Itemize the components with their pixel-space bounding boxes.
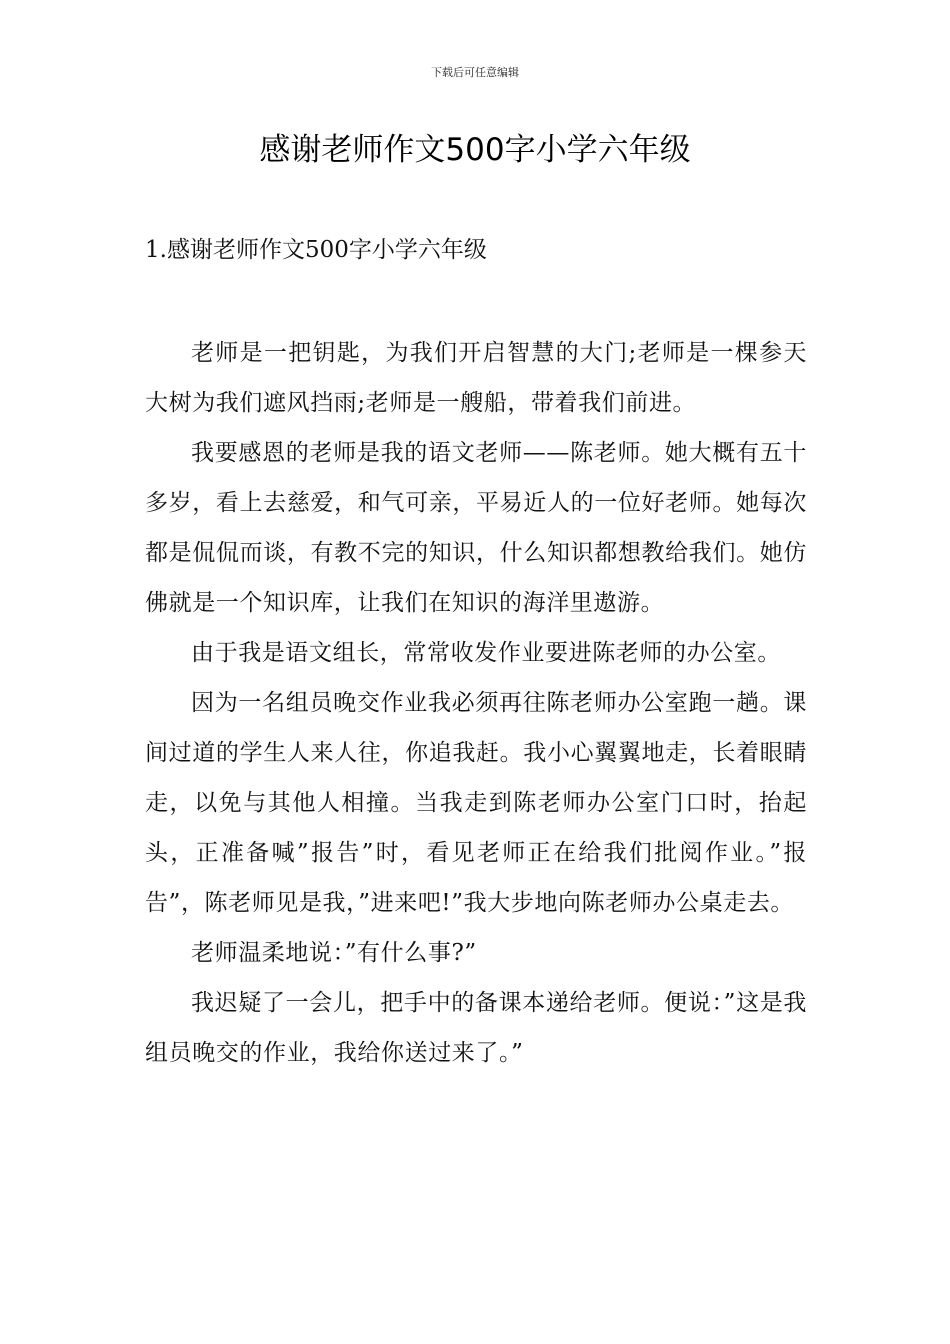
header-note: 下载后可任意编辑 xyxy=(431,66,519,79)
paragraph: 由于我是语文组长，常常收发作业要进陈老师的办公室。 xyxy=(191,640,781,666)
document-title: 感谢老师作文500字小学六年级 xyxy=(259,132,691,168)
section-heading: 1.感谢老师作文500字小学六年级 xyxy=(145,237,487,263)
paragraph: 我要感恩的老师是我的语文老师——陈老师。她大概有五十多岁，看上去慈爱，和气可亲，平易近人的一位好老师。她每次都是侃侃而谈，有教不完的知识，什么知识都想教给我们。她仿佛就是一个知识库，让我们在知识的海洋里遨游。 xyxy=(145,440,807,616)
paragraph: 老师是一把钥匙，为我们开启智慧的大门;老师是一棵参天大树为我们遮风挡雨;老师是一艘船，带着我们前进。 xyxy=(145,340,807,416)
paragraph: 因为一名组员晚交作业我必须再往陈老师办公室跑一趟。课间过道的学生人来人往，你追我赶。我小心翼翼地走，长着眼睛走，以免与其他人相撞。当我走到陈老师办公室门口时，抬起头，正准备喊”报告”时，看见老师正在给我们批阅作业。”报告”，陈老师见是我，”进来吧!”我大步地向陈老师办公桌走去。 xyxy=(145,690,807,916)
body-text xyxy=(145,328,807,1078)
paragraph: 老师温柔地说：”有什么事?” xyxy=(191,940,477,966)
paragraph: 我迟疑了一会儿，把手中的备课本递给老师。便说：”这是我组员晚交的作业，我给你送过来了。” xyxy=(145,990,807,1066)
